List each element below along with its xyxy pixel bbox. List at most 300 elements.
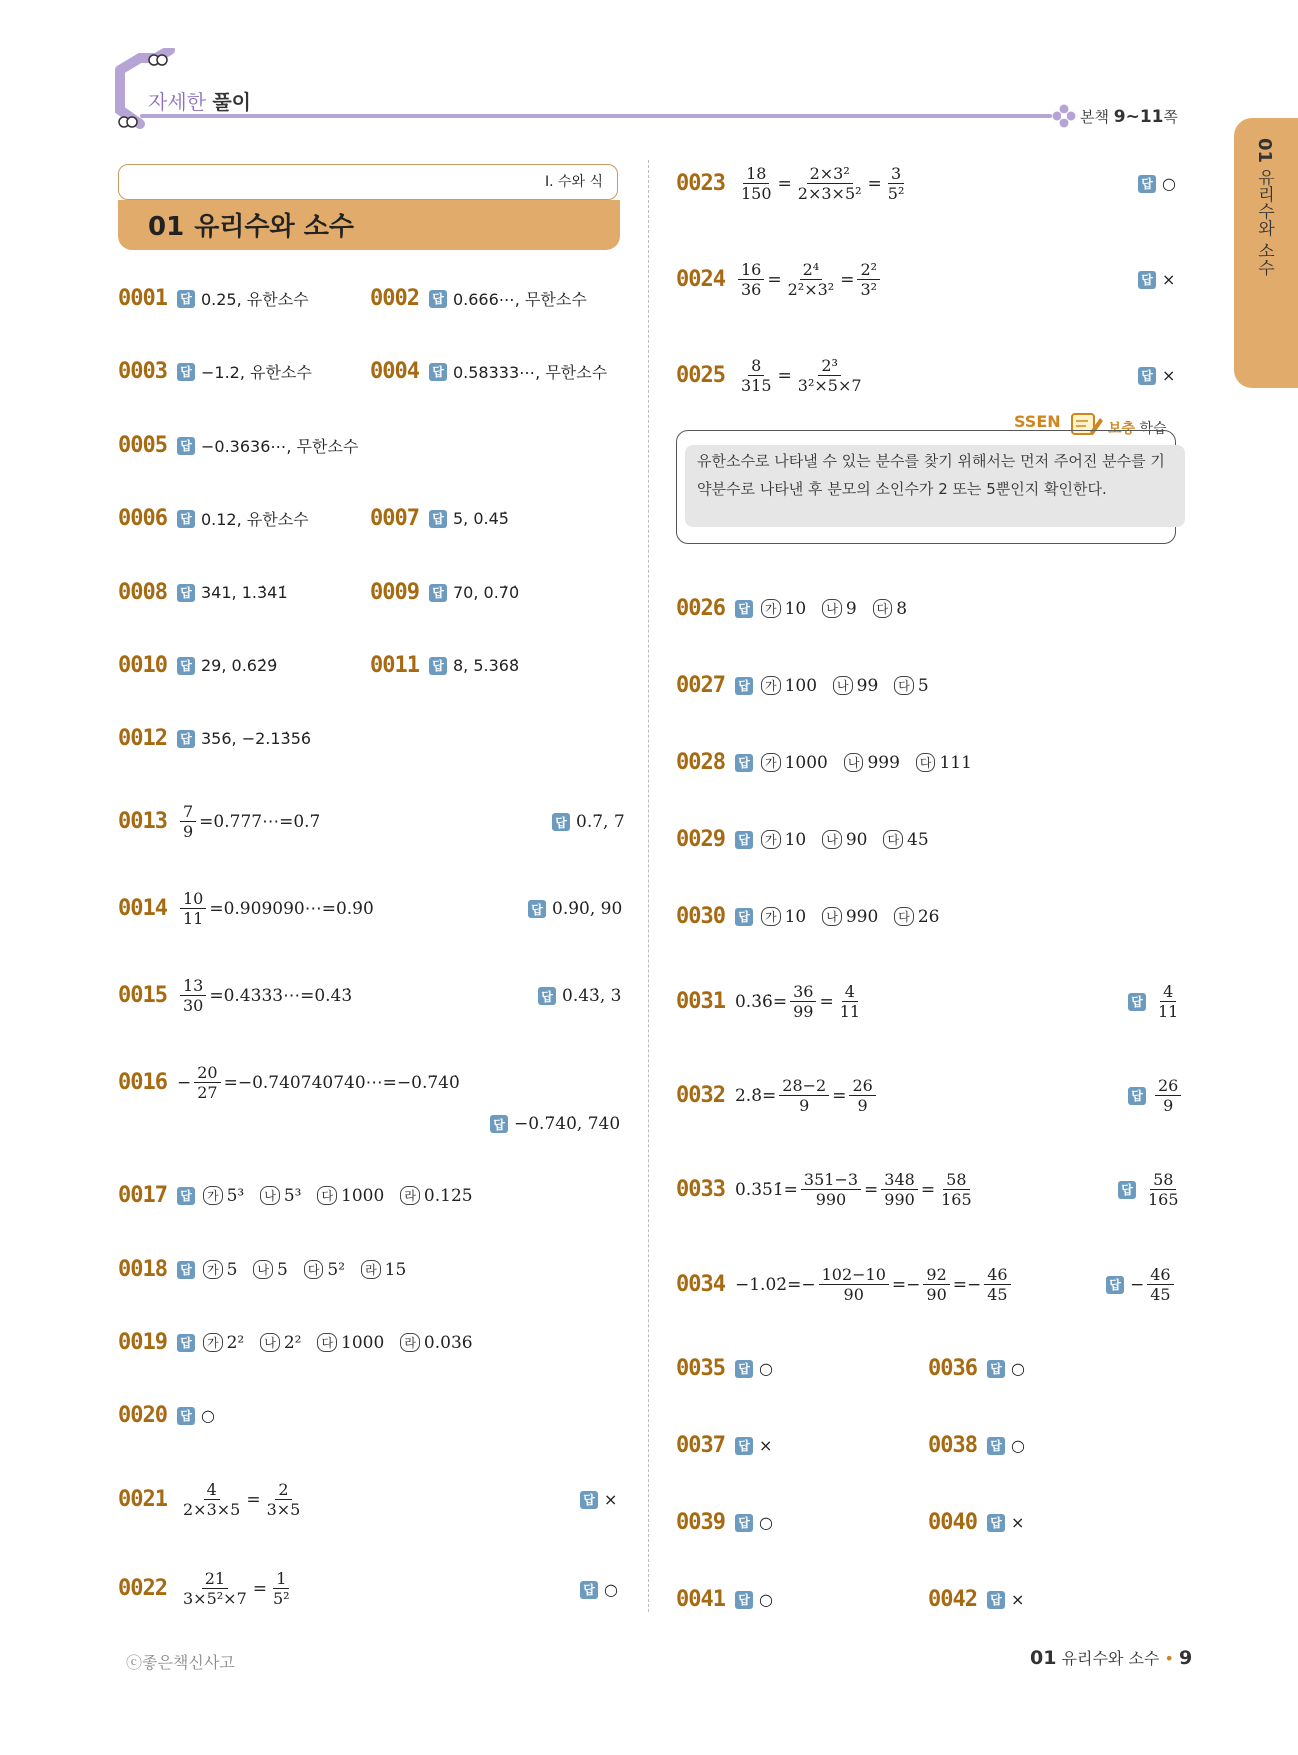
numerator: 2: [275, 1480, 291, 1500]
denominator: 165: [941, 1190, 972, 1209]
answer-text: ○: [758, 1513, 773, 1532]
numerator: 18: [743, 164, 769, 184]
answer-icon: 답: [177, 510, 195, 528]
answer-icon: 답: [177, 657, 195, 675]
expression: 0.3̇6̇=: [734, 991, 788, 1012]
problem-number: 0001: [118, 286, 167, 311]
answer-text: 8, 5.368̇: [452, 656, 520, 675]
side-tab-text: 유리수와 소수: [1254, 168, 1274, 276]
mark-na: 나: [822, 830, 842, 849]
problem-0038: [928, 1433, 1025, 1458]
answer-0013: [552, 812, 625, 832]
mark-ga: 가: [761, 753, 781, 772]
denominator: 2×3×5²: [797, 184, 862, 203]
problem-number: 0013: [118, 809, 167, 834]
problem-number: 0030: [676, 904, 725, 929]
footer-chapter-num: 01: [1030, 1647, 1057, 1669]
problem-0012: [118, 726, 311, 751]
value: 111: [939, 752, 972, 773]
fraction: [180, 976, 206, 1015]
problem-number: 0018: [118, 1257, 167, 1282]
ssen-logo: SSEN: [1014, 412, 1061, 431]
footer-bullet-icon: •: [1164, 1649, 1174, 1668]
fraction: [885, 164, 908, 203]
numerator: 16: [738, 260, 764, 280]
fraction: [270, 1569, 293, 1608]
numerator: 348: [881, 1170, 918, 1190]
answer-icon: 답: [1118, 1181, 1136, 1199]
problem-number: 0040: [928, 1510, 977, 1535]
answer-icon: 답: [177, 730, 195, 748]
answer-text: 29, 0.62̇9̇: [200, 656, 278, 675]
answer-text: 0.7̇, 7: [576, 812, 625, 832]
numerator: 351−3: [801, 1170, 861, 1190]
problem-number: 0023: [676, 171, 725, 196]
expression: =0.777⋯=0.7̇: [199, 811, 321, 832]
answer-text: 0.43̇, 3: [562, 986, 622, 1006]
answer-0024: [1138, 270, 1175, 289]
problem-number: 0021: [118, 1487, 167, 1512]
fraction: [779, 1076, 829, 1115]
problem-0042: [928, 1587, 1024, 1612]
answer-icon: 답: [1128, 993, 1146, 1011]
answer-icon: 답: [1128, 1087, 1146, 1105]
supplement-note: [676, 430, 1176, 544]
problem-number: 0029: [676, 827, 725, 852]
answer-0021: [580, 1490, 617, 1509]
value: 45: [907, 829, 929, 850]
mark-na: 나: [253, 1260, 273, 1279]
denominator: 27: [197, 1083, 218, 1102]
fraction: [180, 1569, 250, 1608]
answer-text: ○: [758, 1359, 773, 1378]
answer-icon: 답: [1106, 1276, 1124, 1294]
fraction: [857, 260, 880, 299]
numerator: 8: [748, 356, 764, 376]
problem-number: 0031: [676, 989, 725, 1014]
denominator: 45: [1150, 1285, 1171, 1304]
problem-0001: [118, 286, 309, 311]
fraction: [1147, 1265, 1173, 1304]
problem-0028: [676, 750, 972, 775]
numerator: 36: [790, 982, 816, 1002]
answer-0032: [1128, 1076, 1184, 1115]
answer-icon: 답: [177, 1334, 195, 1352]
problem-number: 0010: [118, 653, 167, 678]
problem-number: 0012: [118, 726, 167, 751]
fraction: [819, 1265, 889, 1304]
answer-icon: 답: [1138, 271, 1156, 289]
header-title-a: 자세한: [148, 90, 206, 114]
mark-ga: 가: [761, 830, 781, 849]
answer-icon: 답: [987, 1591, 1005, 1609]
numerator: 4: [1160, 982, 1176, 1002]
problem-number: 0036: [928, 1356, 977, 1381]
problem-0016: [118, 1063, 460, 1102]
answer-icon: 답: [429, 363, 447, 381]
answer-text: ×: [604, 1490, 618, 1509]
numerator: 102−10: [819, 1265, 889, 1285]
denominator: 3×5: [266, 1500, 301, 1519]
problem-number: 0039: [676, 1510, 725, 1535]
denominator: 3²: [860, 280, 878, 299]
answer-icon: 답: [735, 908, 753, 926]
denominator: 150: [740, 184, 772, 203]
expression: 0.35̇1̇=: [734, 1179, 798, 1200]
denominator: 45: [987, 1285, 1008, 1304]
mark-na: 나: [844, 753, 864, 772]
answer-icon: 답: [177, 363, 195, 381]
numerator: 46: [1147, 1265, 1173, 1285]
answer-0016: [490, 1114, 620, 1134]
problem-number: 0020: [118, 1403, 167, 1428]
answer-0025: [1138, 366, 1175, 385]
problem-number: 0035: [676, 1356, 725, 1381]
answer-0033: [1118, 1170, 1185, 1209]
value: 90: [845, 829, 868, 850]
denominator: 9: [799, 1096, 810, 1115]
section-label-box: [118, 164, 618, 200]
answer-icon: 답: [735, 754, 753, 772]
section-header: [118, 164, 620, 248]
numerator: 58: [1150, 1170, 1176, 1190]
problem-0011: [370, 653, 519, 678]
value: 5³: [283, 1185, 302, 1206]
value: 999: [867, 752, 900, 773]
value: 5: [277, 1259, 288, 1280]
numerator: 21: [202, 1569, 228, 1589]
mark-da: 다: [317, 1186, 337, 1205]
problem-number: 0042: [928, 1587, 977, 1612]
answer-text: 5, 0.45̇: [452, 509, 509, 528]
mark-na: 나: [833, 676, 853, 695]
chapter-side-label: [1252, 138, 1277, 276]
answer-icon: 답: [987, 1437, 1005, 1455]
problem-number: 0022: [118, 1576, 167, 1601]
problem-number: 0034: [676, 1272, 725, 1297]
denominator: 99: [793, 1002, 814, 1021]
fraction: [1155, 1076, 1181, 1115]
problem-0019: [118, 1330, 473, 1355]
answer-icon: 답: [177, 290, 195, 308]
mark-da: 다: [317, 1333, 337, 1352]
minus-sign: −: [176, 1072, 192, 1093]
answer-icon: 답: [580, 1581, 598, 1599]
problem-0033: 0033 0.35̇1̇= $\frac{351-3}{990}$ = $\frac{348}{990}$ = $\frac{58}{165}$: [676, 1170, 978, 1209]
mark-ga: 가: [203, 1260, 223, 1279]
problem-0021: 0021 $\frac{4}{2\times 3\times 5}$ = $\frac{2}{3\times 5}$: [118, 1480, 306, 1519]
fraction: [790, 982, 816, 1021]
footer-copyright: ⓒ좋은책신사고: [126, 1653, 235, 1672]
answer-text: ×: [1010, 1513, 1025, 1532]
expression: −1.02̇=−: [734, 1274, 816, 1295]
mark-ra: 라: [361, 1260, 381, 1279]
ref-suffix: 쪽: [1163, 108, 1178, 126]
fraction: [180, 802, 196, 841]
mark-da: 다: [304, 1260, 324, 1279]
footer-chapter: 유리수와 소수: [1061, 1649, 1160, 1668]
problem-0013: [118, 802, 320, 841]
value: 5²: [327, 1259, 346, 1280]
denominator: 9: [1163, 1096, 1174, 1115]
value: 0.036: [423, 1332, 473, 1353]
value: 5: [917, 675, 929, 696]
fraction: [180, 889, 206, 928]
denominator: 9: [182, 822, 194, 841]
numerator: 26: [1155, 1076, 1181, 1096]
answer-text: ○: [1010, 1359, 1025, 1378]
problem-0009: [370, 580, 519, 605]
fraction: [194, 1063, 220, 1102]
denominator: 315: [740, 376, 772, 395]
problem-0008: [118, 580, 288, 605]
problem-0018: [118, 1257, 406, 1282]
problem-number: 0002: [370, 286, 419, 311]
fraction: [264, 1480, 304, 1519]
expression: 2.8̇=: [734, 1085, 777, 1106]
fraction: [923, 1265, 949, 1304]
value: 0.125: [423, 1185, 473, 1206]
denominator: 90: [843, 1285, 864, 1304]
problem-number: 0004: [370, 359, 419, 384]
footer-page-info: [1030, 1646, 1192, 1669]
mark-ga: 가: [203, 1186, 223, 1205]
problem-number: 0024: [676, 267, 725, 292]
answer-icon: 답: [177, 1261, 195, 1279]
problem-0020: [118, 1403, 215, 1428]
answer-text: −0.7̇40̇, 740: [514, 1114, 621, 1134]
numerator: 26: [849, 1076, 875, 1096]
value: 1000: [341, 1332, 385, 1353]
denominator: 3×5²×7: [182, 1589, 247, 1608]
answer-icon: 답: [177, 437, 195, 455]
mark-da: 다: [894, 676, 914, 695]
problem-0040: [928, 1510, 1024, 1535]
denominator: 11: [1158, 1002, 1179, 1021]
problem-0007: [370, 506, 509, 531]
ref-prefix: 본책: [1080, 108, 1109, 126]
denominator: 5²: [273, 1589, 290, 1608]
denominator: 9: [857, 1096, 868, 1115]
problem-0027: [676, 673, 929, 698]
header-title-b: 풀이: [212, 90, 251, 114]
fraction: [801, 1170, 861, 1209]
numerator: 7: [180, 802, 196, 822]
problem-0035: [676, 1356, 773, 1381]
problem-0017: [118, 1183, 473, 1208]
fraction: [849, 1076, 875, 1115]
problem-0041: [676, 1587, 773, 1612]
value: 1000: [341, 1185, 385, 1206]
value: 8: [896, 598, 908, 619]
problem-0029: [676, 827, 929, 852]
value: 5: [226, 1259, 238, 1280]
note-text: 유한소수로 나타낼 수 있는 분수를 찾기 위해서는 먼저 주어진 분수를 기약분수로 나타낸 후 분모의 소인수가 2 또는 5뿐인지 확인한다.: [685, 445, 1185, 527]
answer-icon: 답: [987, 1514, 1005, 1532]
problem-number: 0041: [676, 1587, 725, 1612]
mark-na: 나: [260, 1333, 280, 1352]
problem-number: 0006: [118, 506, 167, 531]
answer-icon: 답: [735, 831, 753, 849]
footer-page-number: 9: [1179, 1647, 1193, 1669]
answer-text: ○: [200, 1406, 215, 1425]
fraction: [1145, 1170, 1182, 1209]
numerator: 10: [180, 889, 206, 909]
flower-icon: [1052, 104, 1076, 128]
problem-0006: [118, 506, 309, 531]
value: 99: [856, 675, 879, 696]
problem-number: 0028: [676, 750, 725, 775]
answer-text: 356, −2.13̇56̇: [200, 729, 312, 748]
problem-number: 0008: [118, 580, 167, 605]
value: 2²: [226, 1332, 245, 1353]
problem-number: 0003: [118, 359, 167, 384]
numerator: 92: [923, 1265, 949, 1285]
answer-icon: 답: [1138, 175, 1156, 193]
answer-icon: 답: [735, 1437, 753, 1455]
fraction: [938, 1170, 975, 1209]
numerator: 2×3²: [807, 164, 853, 184]
value: 15: [384, 1259, 407, 1280]
denominator: 11: [839, 1002, 861, 1021]
answer-icon: 답: [177, 1407, 195, 1425]
numerator: 2²: [857, 260, 880, 280]
mark-na: 나: [822, 599, 842, 618]
mark-ga: 가: [203, 1333, 223, 1352]
ref-pages: 9~11: [1113, 107, 1164, 127]
answer-0023: [1138, 174, 1176, 193]
answer-icon: 답: [735, 1591, 753, 1609]
answer-icon: 답: [735, 1514, 753, 1532]
denominator: 30: [182, 996, 204, 1015]
answer-0034: 답 − $\frac{46}{45}$: [1106, 1265, 1177, 1304]
answer-text: ○: [758, 1590, 773, 1609]
denominator: 90: [926, 1285, 947, 1304]
numerator: 58: [943, 1170, 969, 1190]
fraction: [785, 260, 838, 299]
denominator: 36: [740, 280, 762, 299]
header-line: [140, 114, 1052, 118]
section-label: Ⅰ. 수와 식: [544, 174, 603, 190]
numerator: 28−2: [779, 1076, 829, 1096]
mark-ga: 가: [761, 599, 781, 618]
problem-0004: [370, 359, 607, 384]
problem-number: 0019: [118, 1330, 167, 1355]
problem-number: 0016: [118, 1070, 167, 1095]
answer-icon: 답: [490, 1115, 508, 1133]
answer-icon: 답: [735, 600, 753, 618]
value: 2²: [283, 1332, 302, 1353]
answer-text: −0.3636⋯, 무한소수: [200, 437, 359, 456]
fraction: [795, 356, 865, 395]
mark-da: 다: [883, 830, 903, 849]
mark-da: 다: [894, 907, 914, 926]
answer-text: 0.666⋯, 무한소수: [452, 290, 587, 309]
page-reference: [1080, 106, 1178, 127]
problem-0026: [676, 596, 907, 621]
answer-text: ○: [604, 1580, 618, 1599]
answer-text: 0.9̇0̇, 90: [552, 899, 623, 919]
value: 9: [845, 598, 857, 619]
fraction: [738, 356, 775, 395]
answer-text: −1.2, 유한소수: [200, 363, 312, 382]
value: 5³: [226, 1185, 245, 1206]
answer-0022: [580, 1580, 618, 1599]
expression: =0.4333⋯=0.43̇: [209, 985, 353, 1006]
problem-0039: [676, 1510, 773, 1535]
problem-number: 0037: [676, 1433, 725, 1458]
denominator: 5²: [887, 184, 905, 203]
answer-icon: 답: [429, 510, 447, 528]
mark-na: 나: [822, 907, 842, 926]
problem-0024: 0024 $\frac{16}{36}$ = $\frac{\text{2⁴}}{\text{2²×3²}}$ = $\frac{\text{2²}}{\text{3²}}$: [676, 260, 883, 299]
fraction: [795, 164, 865, 203]
problem-number: 0026: [676, 596, 725, 621]
answer-text: ×: [1162, 270, 1176, 289]
numerator: 3: [888, 164, 904, 184]
problem-0005: [118, 433, 358, 458]
answer-text: ×: [1010, 1590, 1025, 1609]
problem-number: 0025: [676, 363, 725, 388]
mark-da: 다: [873, 599, 893, 618]
problem-0022: 0022 $\frac{21}{\text{3×5²×7}}$ = $\frac{1}{\text{5²}}$: [118, 1569, 296, 1608]
problem-0025: 0025 $\frac{8}{315}$ = $\frac{\text{2³}}{\text{3²×5×7}}$: [676, 356, 868, 395]
answer-text: 0.25, 유한소수: [200, 290, 309, 309]
mark-ra: 라: [400, 1186, 420, 1205]
denominator: 3²×5×7: [797, 376, 862, 395]
problem-0002: [370, 286, 587, 311]
answer-text: ×: [758, 1436, 773, 1455]
answer-icon: 답: [429, 584, 447, 602]
page-header-title: [148, 86, 251, 115]
numerator: 4: [204, 1480, 220, 1500]
section-num: 01: [148, 212, 185, 242]
answer-icon: 답: [538, 987, 556, 1005]
denominator: 2²×3²: [787, 280, 835, 299]
answer-text: ○: [1162, 174, 1176, 193]
mark-na: 나: [260, 1186, 280, 1205]
answer-icon: 답: [1138, 367, 1156, 385]
answer-text: 341, 1.3̇41̇: [200, 583, 288, 602]
problem-number: 0027: [676, 673, 725, 698]
problem-0023: 0023 $\frac{18}{150}$ = $\frac{\text{2×3²}}{\text{2×3×5²}}$ = $\frac{3}{\text{5²}}$: [676, 164, 910, 203]
numerator: 4: [842, 982, 858, 1002]
answer-icon: 답: [735, 677, 753, 695]
answer-icon: 답: [580, 1491, 598, 1509]
denominator: 990: [884, 1190, 915, 1209]
mark-da: 다: [916, 753, 936, 772]
expression: =0.909090⋯=0.9̇0̇: [209, 898, 374, 919]
denominator: 165: [1148, 1190, 1179, 1209]
denominator: 990: [815, 1190, 847, 1209]
fraction: [180, 1480, 243, 1519]
answer-icon: 답: [735, 1360, 753, 1378]
denominator: 11: [182, 909, 204, 928]
answer-text: ○: [1010, 1436, 1025, 1455]
section-title: [148, 206, 354, 243]
answer-icon: 답: [177, 1187, 195, 1205]
numerator: 2⁴: [800, 260, 823, 280]
value: 26: [917, 906, 940, 927]
value: 10: [784, 829, 807, 850]
note-tag-b: 학습: [1139, 421, 1167, 437]
value: 1000: [784, 752, 828, 773]
problem-number: 0014: [118, 896, 167, 921]
numerator: 2³: [818, 356, 841, 376]
answer-text: 70, 0.7̇0̇: [452, 583, 520, 602]
mark-ra: 라: [400, 1333, 420, 1352]
answer-text: ×: [1162, 366, 1176, 385]
